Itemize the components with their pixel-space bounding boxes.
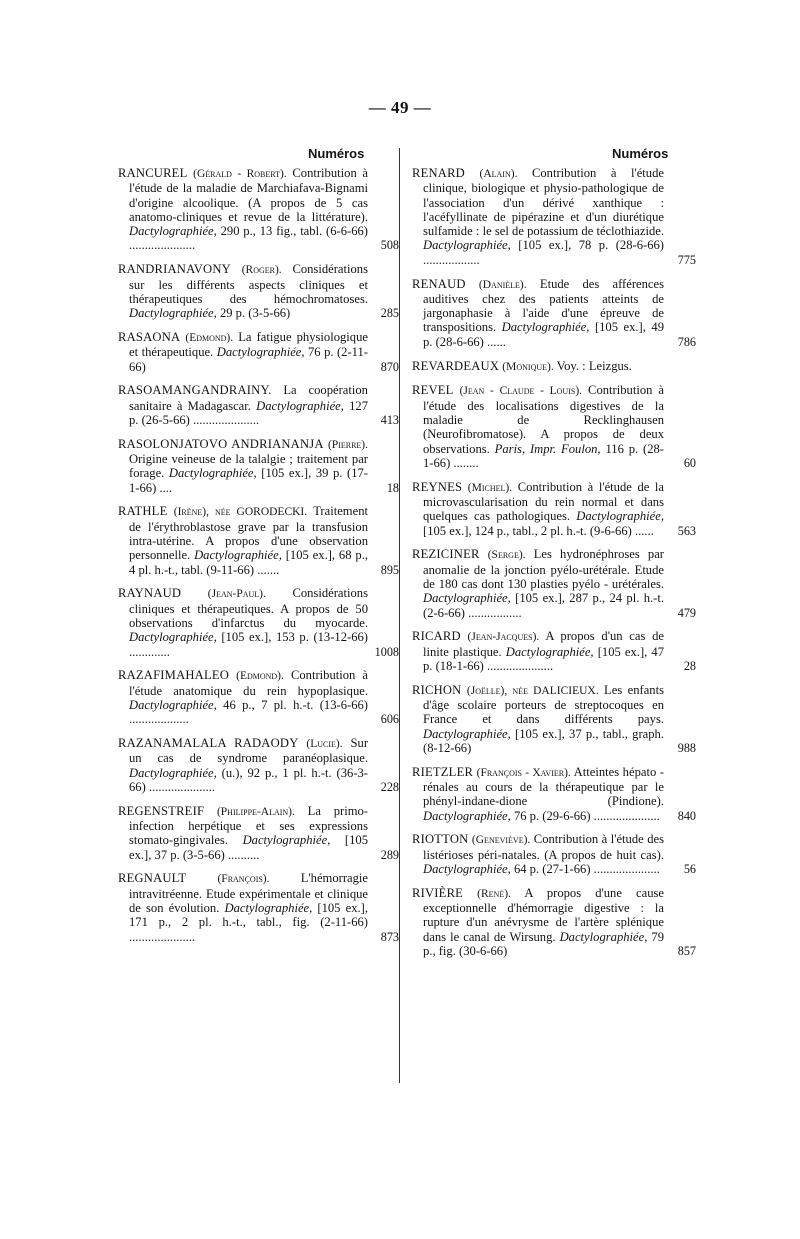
entry-number: 18 [386,480,399,495]
entry-author-given: (Roger). [241,264,282,277]
entry-author-surname: RATHLE [118,504,168,519]
bibliography-entry [118,329,399,374]
entry-publisher: Dactylographiée, [129,765,217,780]
entry-author-given: (Alain). [479,168,518,180]
entry-publisher: Dactylographiée, [423,861,511,876]
entry-number: 56 [683,861,696,876]
entry-author-given: (Philippe-Alain). [216,805,295,818]
entry-publisher: Dactylographiée, [423,726,511,741]
entry-title: La coopération sanitaire à Madagascar. [129,383,368,413]
entry-details: 76 p. (29-6-66) ..................... [513,808,660,823]
bibliography-entry [412,479,696,538]
entry-publisher: Dactylographiée, [129,630,217,645]
bibliography-entry [118,803,399,862]
entry-author-surname: RASOLONJATOVO ANDRIANANJA [118,436,324,451]
entry-author-surname: RENARD [412,166,465,180]
entry-title: Considérations cliniques et thérapeutiques. A propos de 50 observations d'infarctus du myocarde. [129,586,368,631]
entry-author-given: (Jean-Paul). [207,588,266,601]
entry-publisher: Dactylographiée, [224,901,313,916]
entry-title: Contribution à l'étude de la microvascularisation du rein normal et dans quelques cas pathologiques. [423,479,664,524]
entry-title: Les enfants d'âge scolaire porteurs de streptocoques en France et dans différents pays. [423,682,665,727]
entry-title: Etude des afférences auditives chez des patients atteints de jargonaphasie à l'aide d'une épreuve de transpositions. [423,276,664,335]
entry-author-given: (Edmond). [185,331,234,344]
entry-author-surname: RASAONA [118,329,181,344]
entry-author-given: (Joëlle), née DALICIEUX. [466,684,599,697]
entry-details: 290 p., 13 fig., tabl. (6-6-66) ..................... [129,224,368,253]
entry-author-given: (Geneviève). [471,834,531,847]
entry-author-given: (Jean - Claude - Louis). [459,385,583,398]
entry-author-given: (Danièle). [478,278,527,291]
entry-details: [105 ex.], 49 p. (28-6-66) ...... [423,320,665,349]
entry-publisher: Dactylographiée, [216,345,305,360]
bibliography-entry [412,629,696,673]
entry-details: [105 ex.], 37 p., tabl., graph. (8-12-66) [423,726,664,755]
left-column [118,166,399,953]
entry-publisher: Dactylographiée, [501,320,590,335]
bibliography-entry [118,504,399,577]
entry-publisher: Dactylographiée, [194,548,282,563]
entry-number: 289 [380,847,399,862]
entry-author-surname: RASOAMANGANDRAINY. [118,383,272,398]
bibliography-entry [412,359,664,374]
entry-title: Traitement de l'érythroblastose grave par la transfusion intra-utérine. A propos d'une observation personnelle. [129,504,368,563]
entry-author-given: (Michel). [467,481,513,494]
bibliography-entry [412,682,696,755]
entry-number: 775 [677,252,696,267]
entry-details: [105 ex.], 68 p., 4 pl. h.-t., tabl. (9-11-66) ....... [129,548,368,577]
entry-details: 29 p. (3-5-66) [219,306,291,321]
entry-number: 285 [380,306,399,321]
entry-author-surname: RAYNAUD [118,586,182,601]
entry-publisher: Dactylographiée, [505,644,594,659]
entry-details: [105 ex.], 37 p. (3-5-66) .......... [129,833,368,862]
entry-number: 988 [677,740,696,755]
right-column [412,166,696,968]
entry-publisher: Dactylographiée, [423,238,511,253]
entry-author-surname: RIVIÈRE [412,885,464,900]
bibliography-entry [412,276,696,349]
entry-title: A propos d'un cas de linite plastique. [423,629,664,659]
bibliography-entry [412,885,696,958]
bibliography-entry [118,262,399,321]
entry-publisher: Dactylographiée, [129,224,217,239]
entry-publisher: Dactylographiée, [423,591,511,606]
entry-title: L'hémorragie intravitréenne. Etude expérimentale et clinique de son évolution. [129,871,368,916]
entry-details: 46 p., 7 pl. h.-t. (13-6-66) ................... [129,698,368,727]
entry-publisher: Dactylographiée, [168,466,257,481]
bibliography-entry [118,668,399,727]
entry-title: Contribution à l'étude de la maladie de Marchiafava-Bignami d'origine alcoolique. (A propos de 5 cas anatomo-cliniques et revue de la littérature). [129,166,369,224]
entry-title: La fatigue physiologique et thérapeutique. [129,329,368,360]
entry-details: [105 ex.], 39 p. (17-1-66) .... [129,466,369,495]
entry-title: Les hydronéphroses par anomalie de la jonction pyélo-urétérale. Etude de 180 cas dont 130 plasties pyélo - urétérales. [423,547,665,591]
entry-author-given: (Lucie). [306,738,343,751]
entry-title: Considérations sur les différents aspects cliniques et thérapeutiques des hémochromatoses. [129,262,368,306]
entry-number: 28 [683,658,696,673]
bibliography-entry [118,436,399,495]
entry-details: [105 ex.], 153 p. (13-12-66) ............. [129,630,368,659]
entry-number: 479 [677,605,696,620]
entry-publisher: Dactylographiée, [129,306,217,321]
entry-number: 786 [677,334,696,349]
entry-details: 79 p., fig. (30-6-66) [423,929,664,958]
entry-details: 127 p. (26-5-66) ..................... [129,398,368,427]
entry-title: Contribution à l'étude des listérioses péri-natales. (A propos de huit cas). [423,832,665,862]
entry-author-given: (Edmond). [236,670,284,683]
entry-number: 873 [380,929,399,944]
entry-publisher: Dactylographiée, [256,398,344,413]
entry-title: Contribution à l'étude anatomique du rein hypoplasique. [129,668,368,698]
entry-title: Sur un cas de syndrome paranéoplasique. [129,736,369,766]
entry-title: A propos d'une cause exceptionnelle d'hémorragie digestive : la rupture d'un anévrysme de l'artère splénique dans le canal de Wirsung. [423,885,664,944]
entry-author-given: (Monique). [502,360,554,373]
entry-details: [105 ex.], 171 p., 2 pl. h.-t., tabl., fig. (2-11-66) ..................... [129,901,368,944]
entry-title: Contribution à l'étude clinique, biologique et physio-pathologique de l'association d'un dérivé xanthique : l'acéfyllinate de pipérazine et d'un diurétique sulfamide : le sel de potassium de téclothiazide. [423,166,664,239]
column-divider [399,148,400,1083]
entry-details: 116 p. (28-1-66) ........ [423,441,664,470]
entry-author-given: (François). [217,873,270,886]
entry-author-surname: RANDRIANAVONY [118,262,231,277]
entry-author-surname: RAZAFIMAHALEO [118,668,230,683]
entry-number: 60 [683,455,696,470]
entry-number: 413 [380,412,399,427]
entry-author-surname: RICARD [412,629,461,644]
entry-author-surname: REZICINER [412,547,480,562]
bibliography-entry [118,871,399,944]
entry-title: Voy. : Leizgus. [556,358,632,373]
entry-number: 857 [677,943,696,958]
entry-publisher: Dactylographiée, [423,808,511,823]
bibliography-entry [118,736,399,794]
entry-author-surname: REVARDEAUX [412,358,500,373]
entry-number: 870 [380,359,399,374]
entry-details: [105 ex.], 124 p., tabl., 2 pl. h.-t. (9-6-66) ...... [423,523,654,538]
entry-author-given: (François - Xavier). [476,766,571,779]
entry-author-given: (Irène), née GORODECKI. [173,506,308,519]
entry-author-given: (Jean-Jacques). [467,631,540,644]
bibliography-entry [412,166,696,267]
entry-details: (u.), 92 p., 1 pl. h.-t. (36-3-66) ..................... [129,765,369,794]
entry-title: Atteintes hépato - rénales au cours de la thérapeutique par le phényl-indane-dione (Pindione). [423,764,664,809]
entry-author-surname: RANCUREL [118,166,188,180]
entry-author-given: (Pierre). [327,438,368,451]
entry-number: 606 [380,712,399,727]
entry-author-surname: RENAUD [412,276,466,291]
entry-author-given: (Serge). [487,549,526,562]
bibliography-entry [118,166,399,253]
entry-details: 76 p. (2-11-66) [129,345,368,374]
entry-title: Origine veineuse de la talalgie ; traitement par forage. [129,452,368,481]
entry-author-surname: REYNES [412,479,463,494]
bibliography-entry [412,383,696,470]
column-header-left: Numéros [308,146,365,161]
entry-author-surname: REVEL [412,383,454,398]
bibliography-entry [412,832,696,876]
entry-author-given: (René). [477,887,511,900]
page-number: — 49 — [368,98,432,117]
entry-author-surname: RIETZLER [412,764,474,779]
entry-title: Contribution à l'étude des localisations digestives de la maladie de Recklinghausen (Neurofibromatose). A propos de deux observations. [423,383,664,456]
bibliography-entry [118,586,399,659]
entry-publisher: Paris, Impr. Foulon, [494,441,601,456]
entry-publisher: Dactylographiée, [559,929,648,944]
bibliography-entry [412,764,696,823]
entry-details: 64 p. (27-1-66) ..................... [513,861,660,876]
entry-number: 1008 [374,644,399,659]
entry-author-surname: RICHON [412,682,462,697]
entry-details: [105 ex.], 287 p., 24 pl. h.-t. (2-6-66) ................. [423,591,664,620]
entry-number: 508 [380,238,399,253]
entry-author-surname: REGNAULT [118,871,187,886]
column-header-right: Numéros [612,146,669,161]
entry-publisher: Dactylographiée, [242,833,331,848]
entry-author-surname: RIOTTON [412,832,469,847]
entry-number: 895 [380,562,399,577]
entry-title: La primo-infection herpétique et ses expressions stomato-gingivales. [129,803,368,848]
entry-author-given: (Gérald - Robert). [193,168,287,180]
entry-number: 228 [380,779,399,794]
entry-details: [105 ex.], 47 p. (18-1-66) ..................... [423,644,665,673]
bibliography-entry [412,547,696,620]
entry-details: [105 ex.], 78 p. (28-6-66) .................. [423,238,664,267]
bibliography-entry [118,383,399,427]
entry-author-surname: REGENSTREIF [118,803,205,818]
entry-publisher: Dactylographiée, [576,509,664,524]
entry-publisher: Dactylographiée, [129,698,217,712]
entry-author-surname: RAZANAMALALA RADAODY [118,736,299,751]
entry-number: 563 [677,523,696,538]
entry-number: 840 [677,808,696,823]
